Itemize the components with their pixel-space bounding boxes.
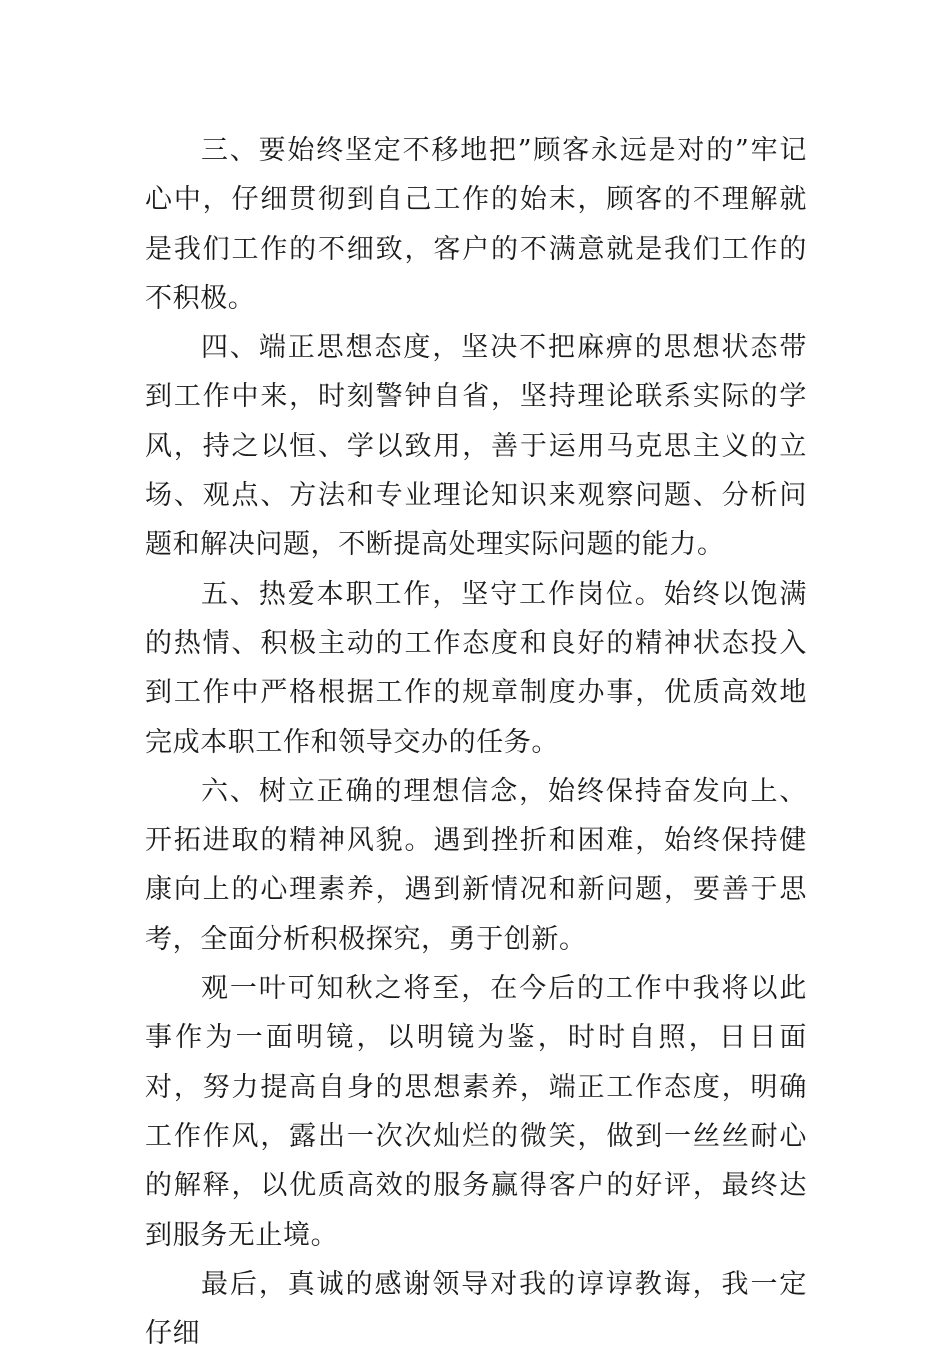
paragraph-conclusion: 观一叶可知秋之将至，在今后的工作中我将以此事作为一面明镜，以明镜为鉴，时时自照，日日面对，努力提高自身的思想素养，端正工作态度，明确工作作风，露出一次次灿烂的微笑，做到一丝丝耐心的解释，以优质高效的服务赢得客户的好评，最终达到服务无止境。	[145, 973, 807, 1251]
paragraph-3: 三、要始终坚定不移地把”顾客永远是对的”牢记心中，仔细贯彻到自己工作的始末，顾客的不理解就是我们工作的不细致，客户的不满意就是我们工作的不积极。	[145, 135, 807, 314]
paragraph-4: 四、端正思想态度，坚决不把麻痹的思想状态带到工作中来，时刻警钟自省，坚持理论联系实际的学风，持之以恒、学以致用，善于运用马克思主义的立场、观点、方法和专业理论知识来观察问题、分析问题和解决问题，不断提高处理实际问题的能力。	[145, 332, 807, 561]
document-body	[145, 126, 807, 1358]
paragraph-6: 六、树立正确的理想信念，始终保持奋发向上、开拓进取的精神风貌。遇到挫折和困难，始终保持健康向上的心理素养，遇到新情况和新问题，要善于思考，全面分析积极探究，勇于创新。	[145, 775, 807, 955]
paragraph-5: 五、热爱本职工作，坚守工作岗位。始终以饱满的热情、积极主动的工作态度和良好的精神状态投入到工作中严格根据工作的规章制度办事，优质高效地完成本职工作和领导交办的任务。	[145, 578, 807, 758]
paragraph-closing: 最后，真诚的感谢领导对我的谆谆教诲，我一定仔细	[145, 1268, 807, 1350]
